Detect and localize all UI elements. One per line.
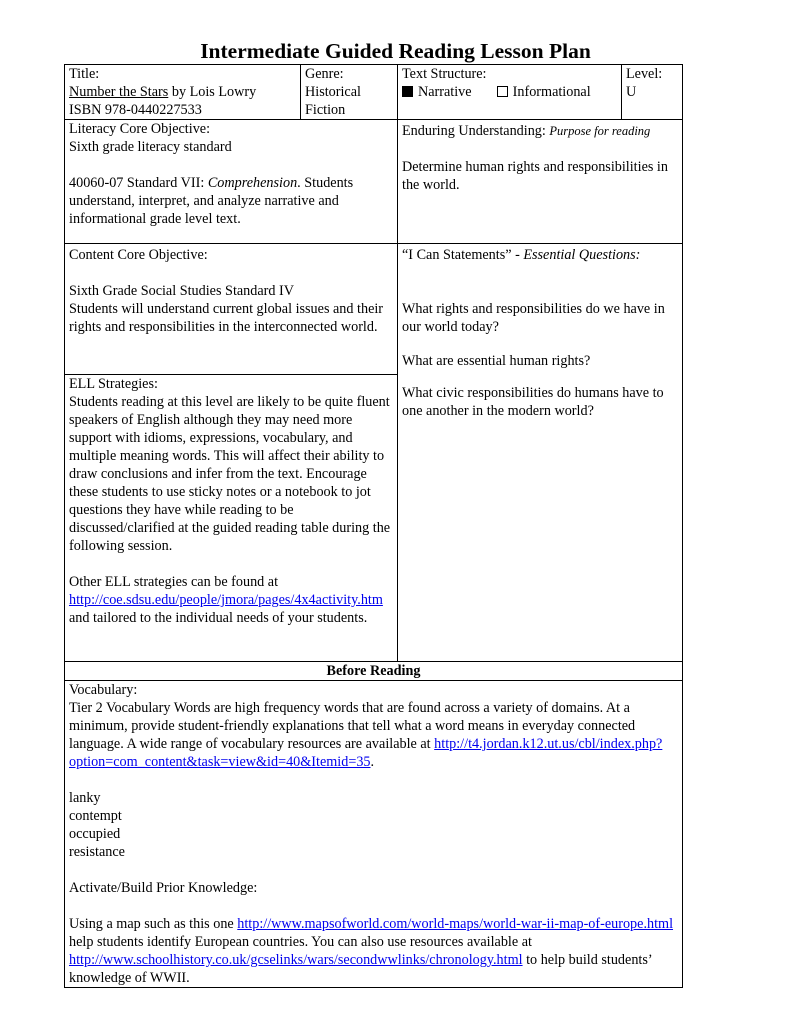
school-history-link[interactable]: http://www.schoolhistory.co.uk/gcselinks/wars/secondwwlinks/chronology.html bbox=[69, 952, 523, 968]
before-reading-heading: Before Reading bbox=[65, 662, 683, 681]
enduring-understanding-cell bbox=[398, 120, 683, 244]
enduring-purpose: Purpose for reading bbox=[549, 124, 651, 138]
ell-label: ELL Strategies: bbox=[69, 376, 158, 392]
content-text: Students will understand current global issues and their rights and responsibilities in the interconnected world. bbox=[69, 301, 384, 335]
world-war-map-link[interactable]: http://www.mapsofworld.com/world-maps/world-war-ii-map-of-europe.html bbox=[237, 916, 674, 932]
vocab-word: resistance bbox=[69, 844, 125, 860]
map-text-end: to help build students’ knowledge of WWII. bbox=[69, 952, 652, 986]
genre-line-1: Historical bbox=[305, 84, 361, 100]
essential-questions-label: Essential Questions: bbox=[523, 247, 641, 263]
vocab-word: contempt bbox=[69, 808, 122, 824]
i-can-statements-cell bbox=[398, 244, 683, 662]
literacy-standard-text: . Students understand, interpret, and analyze narrative and informational grade level text. bbox=[69, 175, 354, 227]
content-label: Content Core Objective: bbox=[69, 247, 208, 263]
ell-text: Students reading at this level are likely to be quite fluent speakers of English although they may need more support with idioms, expressions, vocabulary, and multiple meaning words. This will affect their ability to draw conclusions and infer from the text. Encourage these students to use sticky notes or a notebook to jot questions they have while reading to be discussed/clarified at the guided reading table during the following session. bbox=[69, 394, 391, 554]
level-value: U bbox=[626, 84, 637, 100]
book-title-line bbox=[69, 83, 296, 101]
literacy-standard-italic: Comprehension bbox=[207, 175, 298, 191]
book-isbn: ISBN 978-0440227533 bbox=[69, 102, 202, 118]
objective-row bbox=[65, 120, 683, 244]
enduring-label: Enduring Understanding: bbox=[402, 123, 550, 139]
literacy-standard-prefix: 40060-07 Standard VII: bbox=[69, 175, 208, 191]
literacy-line: Sixth grade literacy standard bbox=[69, 139, 232, 155]
before-reading-cell bbox=[65, 681, 683, 988]
title-cell bbox=[65, 65, 301, 120]
vocabulary-end: . bbox=[370, 754, 375, 770]
vocabulary-label: Vocabulary: bbox=[69, 682, 138, 698]
question-3: What civic responsibilities do humans have to one another in the modern world? bbox=[402, 385, 664, 419]
ell-strategies-cell bbox=[65, 375, 398, 662]
level-label: Level: bbox=[626, 66, 663, 82]
genre-cell bbox=[301, 65, 398, 120]
content-row bbox=[65, 244, 683, 375]
vocabulary-paragraph bbox=[69, 699, 678, 771]
vocabulary-text: Tier 2 Vocabulary Words are high frequency words that are found across a variety of domains. At a minimum, provide student-friendly explanations that tell what a word means in everyday connected language. A wide range of vocabulary resources are available at bbox=[69, 700, 636, 752]
ell-tail: and tailored to the individual needs of your students. bbox=[69, 610, 368, 626]
lesson-plan-table bbox=[64, 64, 683, 988]
literacy-objective-cell bbox=[65, 120, 398, 244]
ell-strategies-link[interactable]: http://coe.sdsu.edu/people/jmora/pages/4x4activity.htm bbox=[69, 592, 383, 608]
question-2: What are essential human rights? bbox=[402, 353, 591, 369]
i-can-label: “I Can Statements” - bbox=[402, 247, 524, 263]
book-author: by Lois Lowry bbox=[168, 84, 257, 100]
map-paragraph bbox=[69, 915, 678, 987]
title-label: Title: bbox=[69, 66, 100, 82]
activate-label: Activate/Build Prior Knowledge: bbox=[69, 880, 258, 896]
informational-checkbox-unchecked[interactable] bbox=[497, 86, 508, 97]
text-structure-cell bbox=[398, 65, 622, 120]
before-reading-header-row bbox=[65, 662, 683, 681]
genre-label: Genre: bbox=[305, 66, 344, 82]
genre-line-2: Fiction bbox=[305, 102, 346, 118]
book-title: Number the Stars bbox=[69, 84, 169, 100]
page-title: Intermediate Guided Reading Lesson Plan bbox=[200, 39, 591, 63]
ell-other: Other ELL strategies can be found at bbox=[69, 574, 279, 590]
enduring-text: Determine human rights and responsibilities in the world. bbox=[402, 159, 668, 193]
before-reading-row bbox=[65, 681, 683, 988]
text-structure-options bbox=[402, 83, 617, 101]
literacy-label: Literacy Core Objective: bbox=[69, 121, 211, 137]
enduring-label-line bbox=[402, 122, 678, 140]
informational-option: Informational bbox=[512, 84, 591, 100]
map-text-pre: Using a map such as this one bbox=[69, 916, 238, 932]
level-cell bbox=[622, 65, 683, 120]
narrative-checkbox-checked[interactable] bbox=[402, 86, 413, 97]
narrative-option: Narrative bbox=[418, 84, 472, 100]
text-structure-label: Text Structure: bbox=[402, 66, 487, 82]
vocab-word: occupied bbox=[69, 826, 121, 842]
content-standard: Sixth Grade Social Studies Standard IV bbox=[69, 283, 294, 299]
i-can-label-line bbox=[402, 246, 678, 264]
header-row bbox=[65, 65, 683, 120]
vocab-word: lanky bbox=[69, 790, 101, 806]
question-1: What rights and responsibilities do we have in our world today? bbox=[402, 301, 665, 335]
map-text-mid: help students identify European countries. You can also use resources available at bbox=[69, 934, 532, 950]
literacy-standard bbox=[69, 174, 393, 228]
content-objective-cell bbox=[65, 244, 398, 375]
vocabulary-resources-link[interactable]: http://t4.jordan.k12.ut.us/cbl/index.php?option=com_content&task=view&id=40&Itemid=35 bbox=[69, 736, 663, 770]
